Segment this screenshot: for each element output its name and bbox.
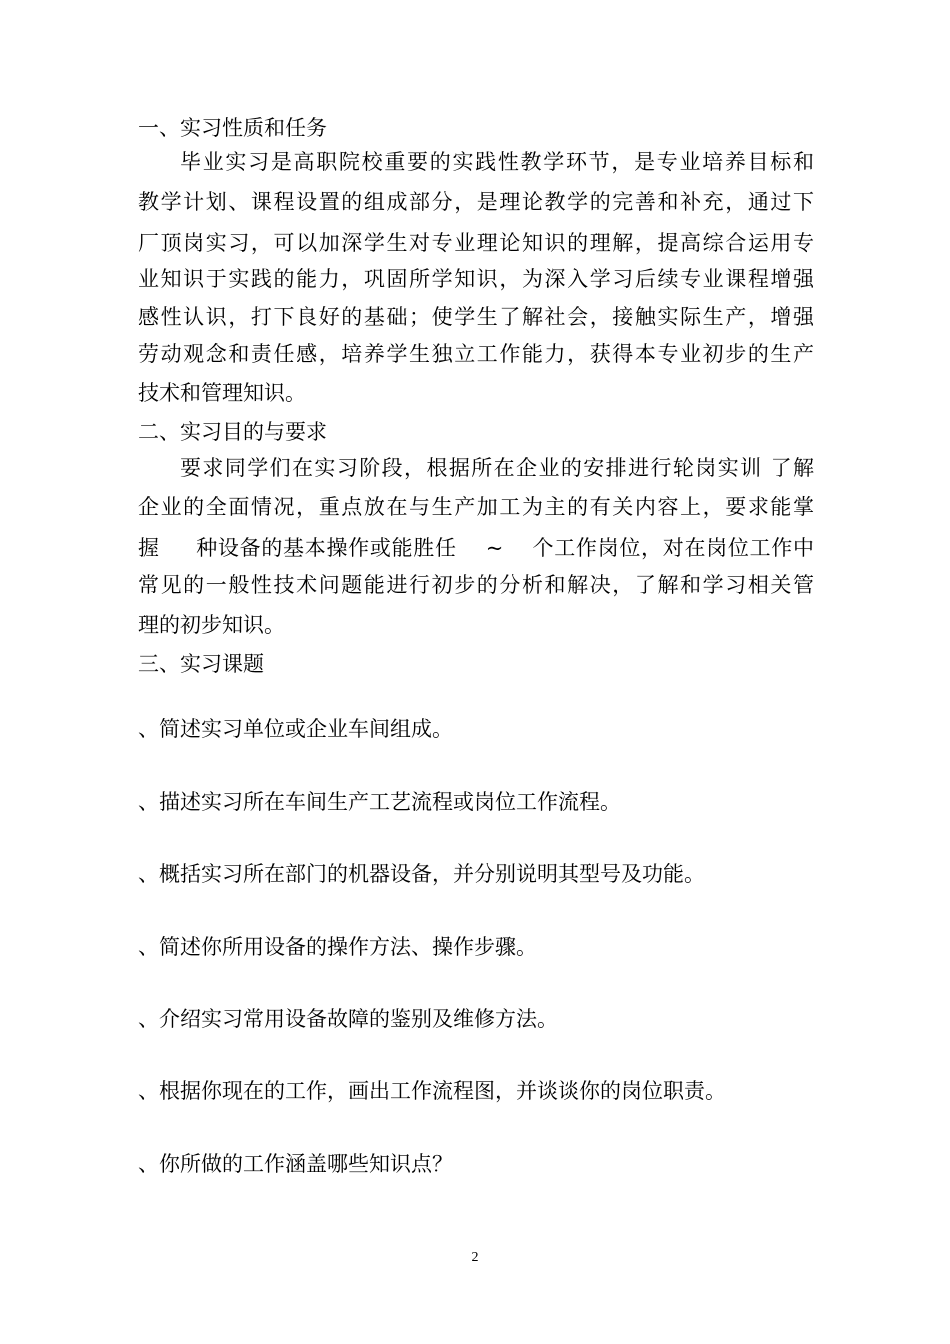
task-item-3: 、概括实习所在部门的机器设备，并分别说明其型号及功能。 [138, 862, 705, 886]
task-item-2: 、描述实习所在车间生产工艺流程或岗位工作流程。 [138, 790, 621, 814]
requirements-line-4: 常见的一般性技术问题能进行初步的分析和解决，了解和学习相关管 [138, 573, 814, 597]
page-number: 2 [471, 1250, 479, 1265]
paragraph-line-1: 毕业实习是高职院校重要的实践性教学环节，是专业培养目标和 [180, 150, 814, 174]
requirements-line-5: 理的初步知识。 [138, 613, 285, 637]
paragraph-line-3: 厂顶岗实习，可以加深学生对专业理论知识的理解，提高综合运用专 [138, 231, 814, 255]
paragraph-line-2: 教学计划、课程设置的组成部分，是理论教学的完善和补充，通过下 [138, 190, 814, 214]
task-item-4: 、简述你所用设备的操作方法、操作步骤。 [138, 935, 537, 959]
paragraph-line-5: 感性认识，打下良好的基础；使学生了解社会，接触实际生产，增强 [138, 305, 814, 329]
paragraph-line-4: 业知识于实践的能力，巩固所学知识，为深入学习后续专业课程增强 [138, 267, 814, 291]
task-item-5: 、介绍实习常用设备故障的鉴别及维修方法。 [138, 1007, 558, 1031]
requirements-line-2: 企业的全面情况，重点放在与生产加工为主的有关内容上，要求能掌 [138, 495, 814, 519]
section-heading-2: 二、实习目的与要求 [138, 420, 327, 444]
paragraph-line-7: 技术和管理知识。 [138, 381, 306, 405]
task-item-7: 、你所做的工作涵盖哪些知识点？ [138, 1152, 453, 1176]
task-item-1: 、简述实习单位或企业车间组成。 [138, 717, 453, 741]
section-heading-3: 三、实习课题 [138, 652, 264, 676]
paragraph-line-6: 劳动观念和责任感，培养学生独立工作能力，获得本专业初步的生产 [138, 342, 814, 366]
task-item-6: 、根据你现在的工作，画出工作流程图，并谈谈你的岗位职责。 [138, 1079, 726, 1103]
requirements-line-1: 要求同学们在实习阶段，根据所在企业的安排进行轮岗实训 了解 [180, 456, 814, 480]
section-heading-1: 一、实习性质和任务 [138, 116, 327, 140]
requirements-line-3: 握 种设备的基本操作或能胜任 ~ 个工作岗位，对在岗位工作中 [138, 536, 814, 560]
